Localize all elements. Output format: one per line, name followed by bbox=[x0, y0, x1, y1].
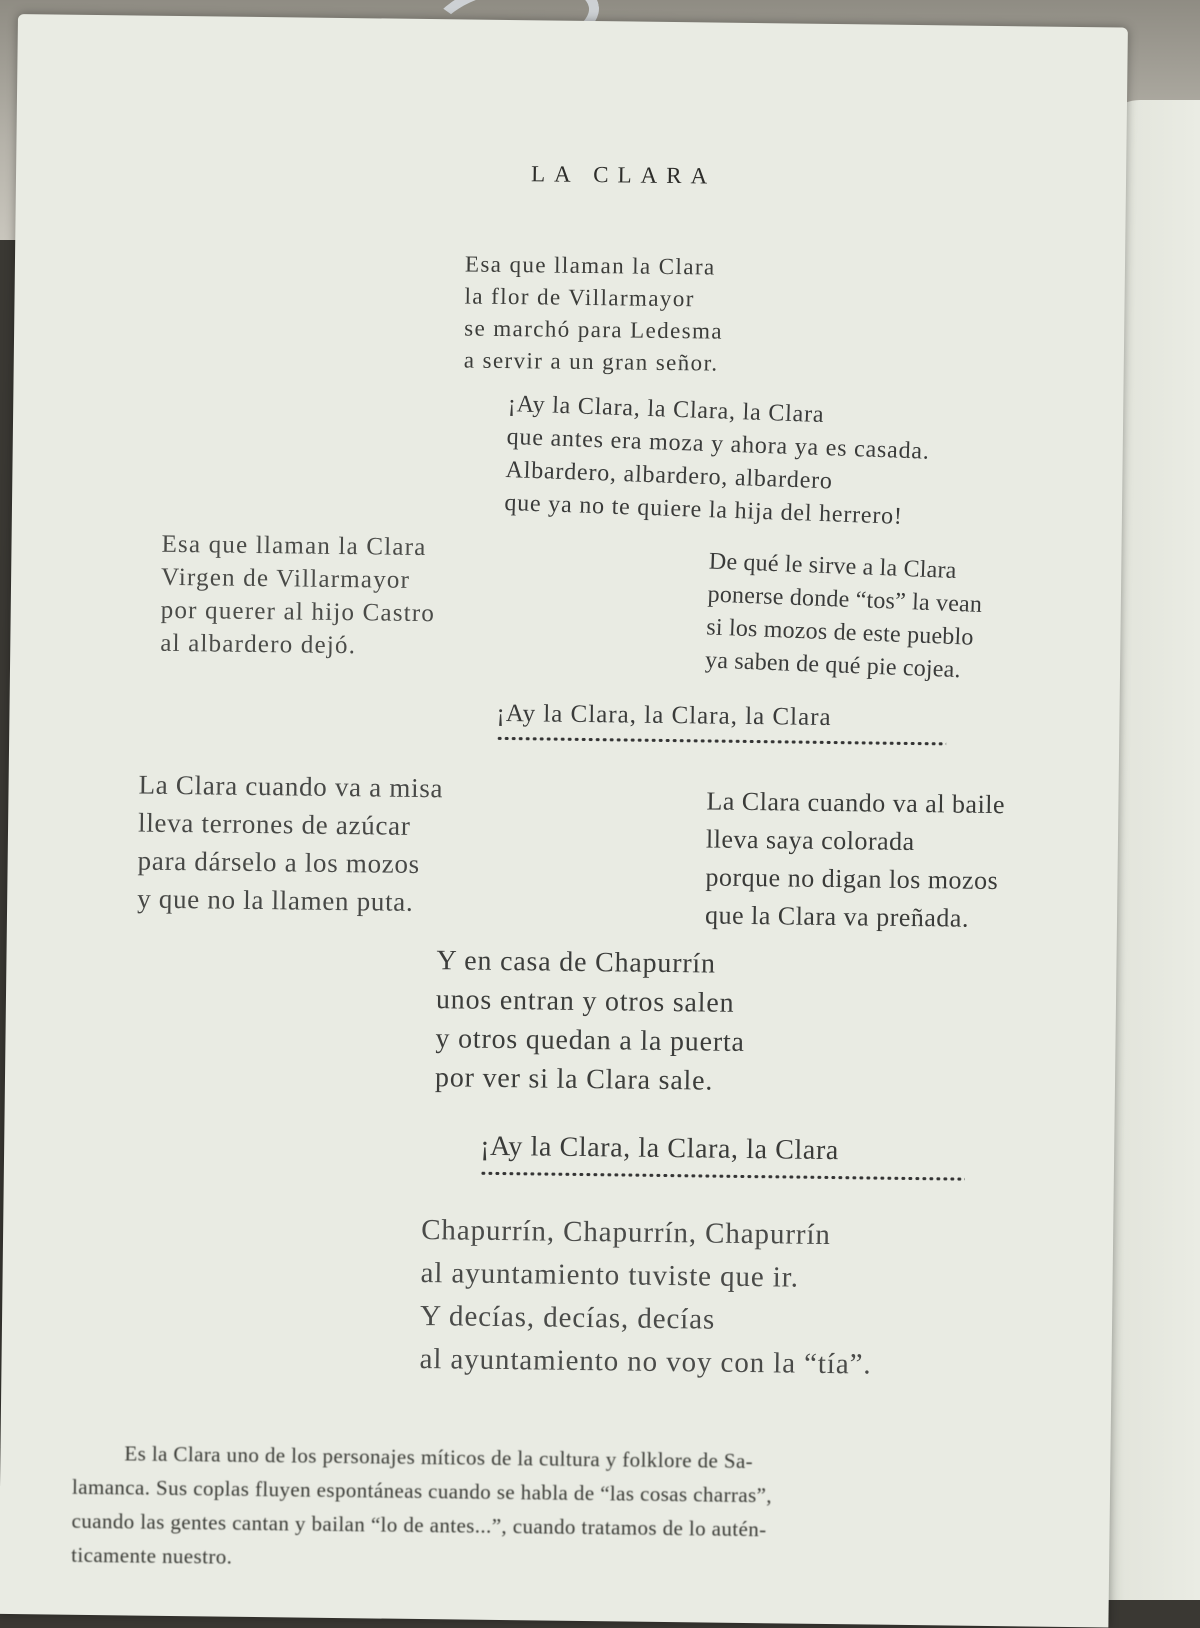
refrain-1 bbox=[504, 388, 931, 535]
verse-line: Chapurrín, Chapurrín, Chapurrín bbox=[420, 1214, 832, 1252]
verse-line: por ver si la Clara sale. bbox=[434, 1062, 714, 1097]
verse-line: al ayuntamiento no voy con la “tía”. bbox=[419, 1343, 872, 1381]
verse-line: al albardero dejó. bbox=[160, 629, 357, 660]
verse-line: al ayuntamiento tuviste que ir. bbox=[420, 1257, 800, 1294]
dotted-continuation bbox=[480, 1172, 965, 1181]
verse-line: ¡Ay la Clara, la Clara, la Clara bbox=[507, 391, 825, 429]
verse-line: Virgen de Villarmayor bbox=[160, 563, 411, 594]
verse-line: De qué le sirve a la Clara bbox=[708, 548, 958, 584]
verse-line: se marchó para Ledesma bbox=[464, 315, 724, 344]
verse-line: unos entran y otros salen bbox=[435, 984, 735, 1019]
verse-line: y que no la llamen puta. bbox=[137, 883, 414, 917]
verse-line: si los mozos de este pueblo bbox=[705, 614, 975, 651]
verse-line: y otros quedan a la puerta bbox=[435, 1023, 745, 1058]
prose-line: lamanca. Sus coplas fluyen espontáneas cuando se habla de “las cosas charras”, bbox=[71, 1474, 773, 1508]
verse-line: la flor de Villarmayor bbox=[464, 283, 695, 312]
verse-line: porque no digan los mozos bbox=[705, 862, 999, 896]
stanza-3-right bbox=[704, 545, 984, 687]
verse-line: La Clara cuando va al baile bbox=[706, 786, 1006, 820]
stanza-6 bbox=[435, 941, 746, 1101]
poem-title: LA CLARA bbox=[530, 161, 717, 189]
refrain-3 bbox=[480, 1130, 966, 1181]
stanza-7 bbox=[419, 1209, 873, 1387]
verse-line: La Clara cuando va a misa bbox=[138, 769, 444, 804]
verse-line: ponerse donde “tos” la vean bbox=[707, 581, 983, 618]
stanza-1 bbox=[464, 248, 724, 379]
book-page bbox=[0, 14, 1128, 1627]
verse-line: ya saben de qué pie cojea. bbox=[704, 647, 962, 684]
refrain-2 bbox=[496, 699, 946, 745]
verse-line: que antes era moza y ahora ya es casada. bbox=[506, 423, 931, 465]
stanza-2-left bbox=[160, 528, 436, 663]
verse-line: que la Clara va preñada. bbox=[704, 900, 970, 933]
stanza-5-right bbox=[705, 782, 1005, 938]
prose-line: cuando las gentes cantan y bailan “lo de antes...”, cuando tratamos de lo autén- bbox=[71, 1508, 767, 1542]
verse-line: ¡Ay la Clara, la Clara, la Clara bbox=[480, 1130, 840, 1167]
verse-line: Albardero, albardero, albardero bbox=[505, 456, 834, 495]
stanza-4-left bbox=[137, 766, 443, 922]
prose-line: Es la Clara uno de los personajes míticos de la cultura y folklore de Sa- bbox=[124, 1441, 754, 1474]
verse-line: Esa que llaman la Clara bbox=[464, 251, 716, 280]
prose-line: ticamente nuestro. bbox=[71, 1542, 233, 1569]
dotted-continuation bbox=[496, 737, 946, 745]
verse-line: Y en casa de Chapurrín bbox=[436, 945, 716, 980]
verse-line: lleva terrones de azúcar bbox=[137, 807, 411, 841]
verse-line: por querer al hijo Castro bbox=[160, 596, 436, 628]
verse-line: que ya no te quiere la hija del herrero! bbox=[504, 489, 904, 530]
verse-line: a servir a un gran señor. bbox=[463, 347, 719, 376]
verse-line: Y decías, decías, decías bbox=[419, 1300, 716, 1336]
verse-line: ¡Ay la Clara, la Clara, la Clara bbox=[496, 699, 832, 731]
commentary-paragraph bbox=[71, 1436, 1133, 1585]
verse-line: lleva saya colorada bbox=[705, 824, 915, 857]
verse-line: Esa que llaman la Clara bbox=[161, 530, 427, 562]
verse-line: para dárselo a los mozos bbox=[137, 845, 421, 879]
